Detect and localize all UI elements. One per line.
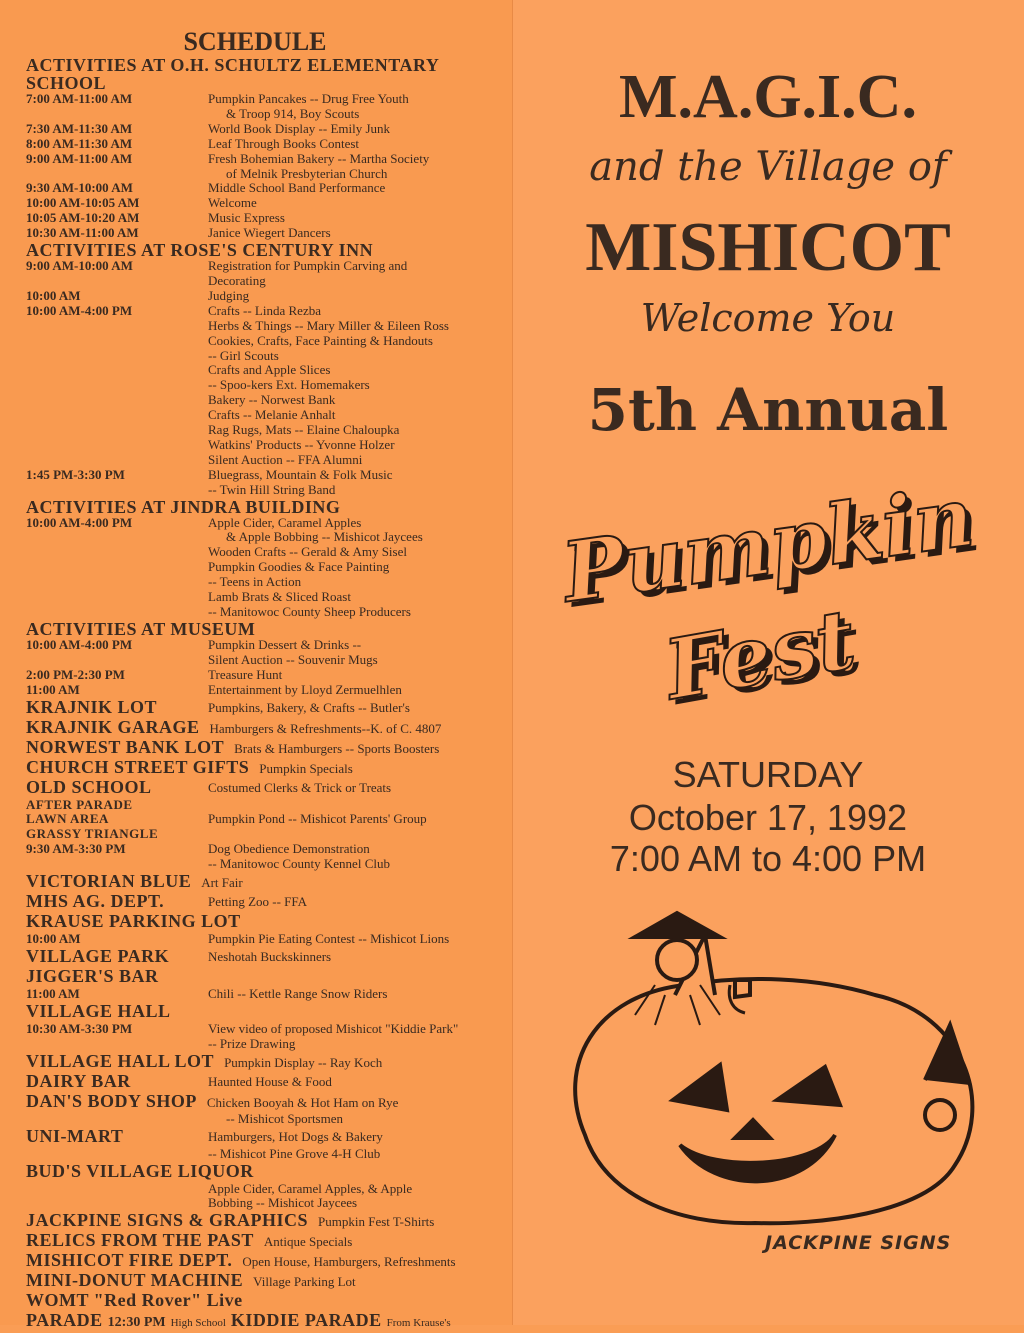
activity-line: Crafts -- Linda Rezba: [208, 302, 321, 318]
schedule-row: [26, 122, 506, 137]
activity-line: -- Mishicot Pine Grove 4-H Club: [208, 1145, 381, 1161]
venue-activity: Chicken Booyah & Hot Ham on Rye: [206, 1094, 399, 1110]
activity-line: & Apple Bobbing -- Mishicot Jaycees: [226, 529, 423, 545]
time-label: AFTER PARADE: [26, 796, 133, 812]
parade-time: 12:30 PM: [107, 1315, 166, 1331]
venue-row: [26, 872, 506, 892]
venue-name: RELICS FROM THE PAST: [26, 1230, 254, 1251]
activity-text: [208, 1022, 506, 1052]
activity-text: [208, 226, 506, 241]
activity-text: [208, 842, 506, 872]
activity-line: World Book Display -- Emily Junk: [208, 120, 391, 136]
time-label: 2:00 PM-2:30 PM: [26, 666, 125, 682]
schedule-row: [26, 683, 506, 698]
time-label: 10:30 AM-11:00 AM: [26, 225, 139, 241]
time-label: 9:00 AM-11:00 AM: [26, 150, 133, 166]
time-label: 10:00 AM-10:05 AM: [26, 195, 140, 211]
venue-name: CHURCH STREET GIFTS: [26, 756, 250, 777]
venue-name: MISHICOT FIRE DEPT.: [26, 1250, 233, 1271]
venue-activity: Pumpkin Specials: [259, 760, 353, 776]
annual-text: 5th Annual: [587, 376, 949, 444]
venue-name: OLD SCHOOL: [26, 776, 152, 797]
activity-line: Cookies, Crafts, Face Painting & Handouts: [208, 332, 433, 348]
venue-name: VILLAGE HALL: [26, 1000, 171, 1021]
schedule-row: [26, 842, 506, 872]
time-label: 10:00 AM: [26, 287, 81, 303]
schedule-panel: [0, 0, 512, 1331]
schedule-row: [26, 987, 506, 1002]
venue-activity: Neshotah Buckskinners: [208, 948, 332, 964]
activity-line: Fresh Bohemian Bakery -- Martha Society: [208, 150, 430, 166]
time-label: GRASSY TRIANGLE: [26, 826, 159, 842]
venue-name: VILLAGE HALL LOT: [26, 1050, 215, 1071]
activity-line: Pumpkin Pond -- Mishicot Parents' Group: [208, 811, 427, 827]
activity-text: [208, 259, 506, 289]
activity-text: [208, 196, 506, 211]
activity-text: [208, 932, 506, 947]
activity-text: [208, 1112, 506, 1127]
activity-line: Bobbing -- Mishicot Jaycees: [208, 1195, 358, 1211]
time-label: 7:00 AM-11:00 AM: [26, 91, 133, 106]
schedule-row: [26, 92, 506, 122]
activity-text: [208, 211, 506, 226]
activity-line: -- Girl Scouts: [208, 347, 279, 363]
credit-logo: JACKPINE SIGNS: [765, 1232, 952, 1254]
venue-row: [26, 1092, 506, 1112]
venue-name: DAN'S BODY SHOP: [26, 1090, 197, 1111]
schedule-list: [26, 56, 506, 1333]
venue-name: KRAJNIK LOT: [26, 696, 158, 717]
venue-row: [26, 1162, 506, 1182]
time-label: 11:00 AM: [26, 681, 80, 697]
activity-text: [208, 181, 506, 196]
activity-line: Treasure Hunt: [208, 666, 283, 682]
activity-line: Registration for Pumpkin Carving and: [208, 258, 408, 274]
activity-text: [208, 152, 506, 182]
activity-line: Chili -- Kettle Range Snow Riders: [208, 985, 388, 1001]
time-label: 10:00 AM-4:00 PM: [26, 302, 133, 318]
venue-name: JACKPINE SIGNS & GRAPHICS: [26, 1210, 309, 1231]
venue-name: UNI-MART: [26, 1125, 124, 1146]
activity-text: [208, 638, 506, 668]
section-header: ACTIVITIES AT O.H. SCHULTZ ELEMENTARY: [26, 55, 440, 75]
venue-name: JIGGER'S BAR: [26, 965, 159, 986]
venue-row: [26, 892, 506, 912]
time-label: 1:45 PM-3:30 PM: [26, 466, 125, 482]
venue-name: BUD'S VILLAGE LIQUOR: [26, 1160, 254, 1181]
activity-line: Judging: [208, 287, 250, 303]
activity-text: [208, 987, 506, 1002]
activity-line: Pumpkin Pie Eating Contest -- Mishicot Lions: [208, 931, 450, 947]
activity-text: [208, 1182, 506, 1212]
time-label: 10:00 AM-4:00 PM: [26, 514, 133, 530]
jack-o-lantern-illustration: [555, 905, 995, 1235]
venue-name: KRAUSE PARKING LOT: [26, 911, 241, 932]
activity-line: -- Manitowoc County Sheep Producers: [208, 604, 411, 619]
venue-activity: Hamburgers, Hot Dogs & Bakery: [208, 1128, 383, 1144]
schedule-row: [26, 516, 506, 620]
schedule-row: [26, 638, 506, 668]
activity-line: Bluegrass, Mountain & Folk Music: [208, 466, 393, 482]
schedule-row: [26, 259, 506, 289]
time-label: 8:00 AM-11:30 AM: [26, 135, 133, 151]
venue-activity: Open House, Hamburgers, Refreshments: [242, 1254, 456, 1270]
activity-line: Crafts and Apple Slices: [208, 362, 331, 378]
schedule-row: [26, 827, 506, 842]
activity-line: Silent Auction -- Souvenir Mugs: [208, 651, 378, 667]
section-header: ACTIVITIES AT JINDRA BUILDING: [26, 496, 341, 517]
event-hours: 7:00 AM to 4:00 PM: [609, 838, 927, 879]
activity-line: & Troop 914, Boy Scouts: [226, 105, 360, 121]
activity-text: [208, 812, 506, 827]
activity-text: [208, 798, 506, 813]
venue-row: [26, 912, 506, 932]
section-header: ACTIVITIES AT MUSEUM: [26, 618, 256, 639]
venue-activity: Pumpkin Display -- Ray Koch: [224, 1054, 383, 1070]
activity-line: Decorating: [208, 272, 266, 288]
time-label: 11:00 AM: [26, 985, 80, 1001]
schedule-row: [26, 1112, 506, 1127]
venue-row: [26, 1291, 506, 1311]
venue-row: [26, 698, 506, 718]
schedule-row: [26, 932, 506, 947]
schedule-row: [26, 798, 506, 813]
activity-line: -- Spoo-kers Ext. Homemakers: [208, 377, 370, 393]
venue-row: [26, 967, 506, 987]
venue-activity: Costumed Clerks & Trick or Treats: [208, 779, 392, 795]
activity-line: -- Prize Drawing: [208, 1035, 296, 1051]
village-name: MISHICOT: [585, 209, 951, 286]
event-date: October 17, 1992: [628, 797, 908, 838]
activity-line: Welcome: [208, 195, 257, 211]
time-label: 10:05 AM-10:20 AM: [26, 210, 140, 226]
activity-line: [208, 827, 506, 842]
schedule-row: [26, 1182, 506, 1212]
time-label: 9:30 AM-10:00 AM: [26, 180, 133, 196]
activity-line: Apple Cider, Caramel Apples, & Apple: [208, 1180, 413, 1196]
schedule-row: [26, 226, 506, 241]
venue-row: [26, 1231, 506, 1251]
section-header: SCHOOL: [26, 73, 107, 93]
activity-line: Pumpkin Dessert & Drinks --: [208, 636, 362, 652]
activity-line: Bakery -- Norwest Bank: [208, 392, 336, 408]
activity-line: Middle School Band Performance: [208, 180, 386, 196]
venue-row: [26, 1072, 506, 1092]
time-label: 10:00 AM: [26, 931, 81, 947]
venue-row: [26, 718, 506, 738]
activity-text: [208, 827, 506, 842]
venue-row: [26, 738, 506, 758]
activity-text: [208, 668, 506, 683]
schedule-row: [26, 304, 506, 468]
schedule-row: [26, 1022, 506, 1052]
activity-line: View video of proposed Mishicot "Kiddie Park": [208, 1020, 459, 1036]
activity-line: Apple Cider, Caramel Apples: [208, 514, 362, 530]
activity-line: Dog Obedience Demonstration: [208, 841, 370, 857]
time-label: 7:30 AM-11:30 AM: [26, 120, 133, 136]
activity-line: Wooden Crafts -- Gerald & Amy Sisel: [208, 544, 407, 560]
schedule-row: [26, 1147, 506, 1162]
activity-line: Pumpkin Goodies & Face Painting: [208, 559, 390, 575]
venue-name: KRAJNIK GARAGE: [26, 716, 200, 737]
schedule-row: [26, 289, 506, 304]
venue-name: MINI-DONUT MACHINE: [26, 1270, 244, 1291]
time-label: LAWN AREA: [26, 811, 109, 827]
venue-activity: Pumpkin Fest T-Shirts: [318, 1214, 435, 1230]
activity-text: [208, 1147, 506, 1162]
activity-text: [208, 122, 506, 137]
activity-text: [208, 683, 506, 698]
venue-row: [26, 1271, 506, 1291]
schedule-row: [26, 668, 506, 683]
cover-title: M.A.G.I.C.: [619, 63, 917, 131]
parade-label: PARADE: [26, 1310, 103, 1331]
venue-name: DAIRY BAR: [26, 1070, 131, 1091]
activity-line: -- Teens in Action: [208, 574, 302, 590]
activity-line: Watkins' Products -- Yvonne Holzer: [208, 436, 395, 452]
schedule-title: SCHEDULE: [183, 27, 327, 56]
venue-activity: Haunted House & Food: [208, 1073, 332, 1089]
activity-line: Crafts -- Melanie Anhalt: [208, 407, 336, 423]
activity-line: -- Twin Hill String Band: [208, 481, 336, 497]
venue-activity: Art Fair: [201, 875, 243, 891]
parade-row: [26, 1311, 506, 1333]
activity-text: [208, 92, 506, 122]
kiddie-parade-label: KIDDIE PARADE: [230, 1310, 382, 1331]
venue-name: WOMT "Red Rover" Live: [26, 1290, 243, 1311]
activity-line: Entertainment by Lloyd Zermuelhlen: [208, 681, 402, 697]
schedule-row: [26, 211, 506, 226]
time-label: 10:00 AM-4:00 PM: [26, 636, 133, 652]
welcome-text: Welcome You: [640, 296, 896, 340]
venue-activity: Brats & Hamburgers -- Sports Boosters: [234, 740, 440, 756]
activity-line: Pumpkin Pancakes -- Drug Free Youth: [208, 91, 409, 106]
venue-row: [26, 1002, 506, 1022]
venue-name: MHS AG. DEPT.: [26, 891, 165, 912]
venue-activity: Hamburgers & Refreshments--K. of C. 4807: [209, 720, 442, 736]
venue-row: [26, 1127, 506, 1147]
activity-text: [208, 289, 506, 304]
venue-row: [26, 947, 506, 967]
activity-line: of Melnik Presbyterian Church: [226, 165, 388, 181]
activity-line: Lamb Brats & Sliced Roast: [208, 589, 351, 605]
schedule-row: [26, 468, 506, 498]
event-day: SATURDAY: [672, 754, 864, 795]
venue-activity: Pumpkins, Bakery, & Crafts -- Butler's: [208, 699, 410, 715]
activity-line: [208, 798, 506, 813]
venue-activity: Petting Zoo -- FFA: [208, 894, 308, 910]
schedule-row: [26, 181, 506, 196]
activity-text: [208, 516, 506, 620]
schedule-row: [26, 137, 506, 152]
activity-text: [208, 137, 506, 152]
activity-line: Music Express: [208, 210, 285, 226]
venue-row: [26, 758, 506, 778]
activity-line: Janice Wiegert Dancers: [208, 225, 331, 241]
venue-row: [26, 1052, 506, 1072]
venue-activity: Village Parking Lot: [253, 1274, 356, 1290]
venue-row: [26, 778, 506, 798]
activity-line: -- Manitowoc County Kennel Club: [208, 856, 390, 872]
venue-name: VICTORIAN BLUE: [26, 871, 192, 892]
fest-word-fest: Fest: [658, 591, 862, 719]
time-label: 10:30 AM-3:30 PM: [26, 1020, 133, 1036]
kiddie-parade-place: From Krause's: [386, 1317, 451, 1330]
venue-name: VILLAGE PARK: [26, 945, 170, 966]
schedule-row: [26, 812, 506, 827]
schedule-row: [26, 196, 506, 211]
schedule-row: [26, 152, 506, 182]
venue-row: [26, 1211, 506, 1231]
activity-line: Silent Auction -- FFA Alumni: [208, 451, 363, 467]
activity-line: Leaf Through Books Contest: [208, 135, 360, 151]
activity-line: -- Mishicot Sportsmen: [226, 1110, 343, 1126]
venue-name: NORWEST BANK LOT: [26, 736, 225, 757]
activity-text: [208, 304, 506, 468]
fest-word-pumpkin: Pumpkin: [556, 468, 980, 622]
section-header: ACTIVITIES AT ROSE'S CENTURY INN: [26, 240, 374, 261]
activity-line: Herbs & Things -- Mary Miller & Eileen Ross: [208, 317, 449, 333]
venue-row: [26, 1251, 506, 1271]
cover-subtitle: and the Village of: [589, 144, 947, 190]
activity-line: Rag Rugs, Mats -- Elaine Chaloupka: [208, 422, 400, 438]
time-label: 9:00 AM-10:00 AM: [26, 258, 133, 274]
time-label: 9:30 AM-3:30 PM: [26, 841, 126, 857]
activity-text: [208, 468, 506, 498]
venue-activity: Antique Specials: [263, 1234, 353, 1250]
parade-place: High School: [170, 1317, 226, 1330]
